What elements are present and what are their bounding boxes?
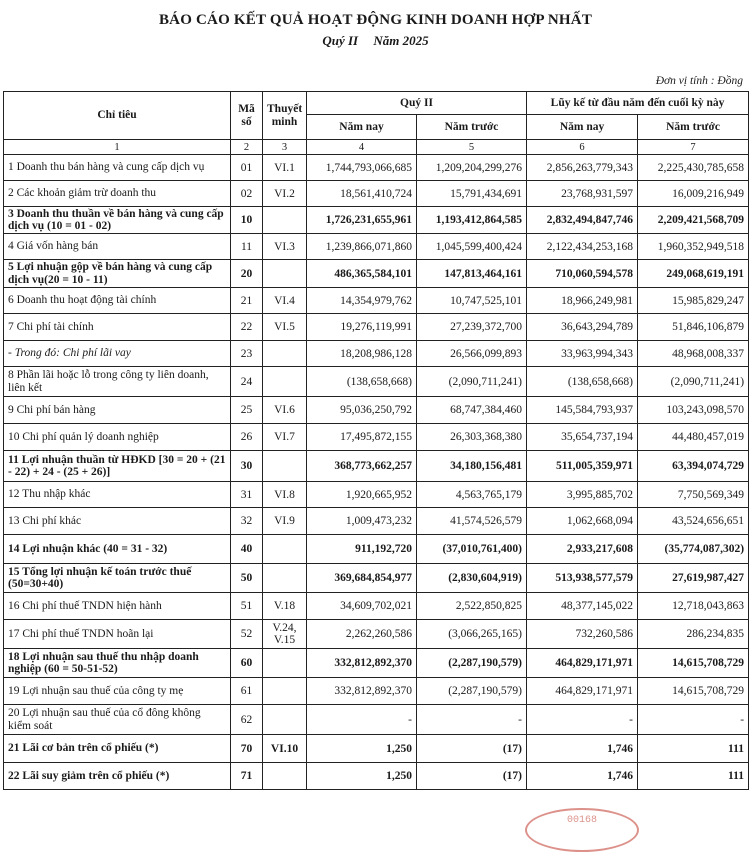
ytd-this-year-value: 2,832,494,847,746 [527,207,638,234]
ytd-last-year-value: - [638,705,749,735]
col-header-chi-tieu: Chỉ tiêu [4,92,231,140]
row-code: 21 [231,288,263,314]
quarter-this-year-value: 368,773,662,257 [307,451,417,482]
ytd-this-year-value: 464,829,171,971 [527,649,638,678]
quarter-this-year-value: 17,495,872,155 [307,424,417,451]
table-row [4,367,749,397]
col-header-quarter-last-year: Năm trước [417,115,527,140]
ytd-this-year-value: 48,377,145,022 [527,593,638,620]
row-code: 50 [231,564,263,593]
row-note [263,207,307,234]
quarter-this-year-value: 486,365,584,101 [307,260,417,288]
quarter-this-year-value: (138,658,668) [307,367,417,397]
ytd-this-year-value: 710,060,594,578 [527,260,638,288]
table-row [4,155,749,181]
quarter-last-year-value: 1,193,412,864,585 [417,207,527,234]
row-code: 31 [231,482,263,508]
quarter-this-year-value: 95,036,250,792 [307,397,417,424]
ytd-this-year-value: 511,005,359,971 [527,451,638,482]
col-header-ma-so: Mã số [231,92,263,140]
stamp-text: 00168 [566,815,597,826]
quarter-this-year-value: 2,262,260,586 [307,620,417,649]
quarter-this-year-value: 18,208,986,128 [307,341,417,367]
row-label: 18 Lợi nhuận sau thuế thu nhập doanh nghiệp (60 = 50-51-52) [4,649,231,678]
ytd-this-year-value: 145,584,793,937 [527,397,638,424]
ytd-last-year-value: 7,750,569,349 [638,482,749,508]
row-note: VI.8 [263,482,307,508]
quarter-last-year-value: (2,830,604,919) [417,564,527,593]
col-header-quarter: Quý II [307,92,527,115]
quarter-this-year-value: 1,009,473,232 [307,508,417,535]
table-row [4,705,749,735]
table-row [4,314,749,341]
col-number: 1 [4,140,231,155]
income-statement-table [3,91,749,790]
ytd-last-year-value: 14,615,708,729 [638,678,749,705]
row-note: VI.3 [263,234,307,260]
quarter-this-year-value: 1,250 [307,735,417,763]
row-note [263,341,307,367]
quarter-this-year-value: 332,812,892,370 [307,649,417,678]
ytd-this-year-value: 1,062,668,094 [527,508,638,535]
quarter-last-year-value: 26,303,368,380 [417,424,527,451]
ytd-this-year-value: 3,995,885,702 [527,482,638,508]
quarter-last-year-value: - [417,705,527,735]
row-label: 9 Chi phí bán hàng [4,397,231,424]
col-header-quarter-this-year: Năm nay [307,115,417,140]
row-label: 19 Lợi nhuận sau thuế của công ty mẹ [4,678,231,705]
col-header-ytd-this-year: Năm nay [527,115,638,140]
row-code: 32 [231,508,263,535]
ytd-last-year-value: 16,009,216,949 [638,181,749,207]
ytd-last-year-value: 63,394,074,729 [638,451,749,482]
ytd-last-year-value: 12,718,043,863 [638,593,749,620]
row-note [263,260,307,288]
quarter-last-year-value: 147,813,464,161 [417,260,527,288]
period-quarter: Quý II [322,33,359,48]
row-code: 25 [231,397,263,424]
row-note: V.24, V.15 [263,620,307,649]
row-code: 62 [231,705,263,735]
row-label: 7 Chi phí tài chính [4,314,231,341]
table-row [4,593,749,620]
ytd-this-year-value: 35,654,737,194 [527,424,638,451]
ytd-this-year-value: 2,933,217,608 [527,535,638,564]
row-label: 14 Lợi nhuận khác (40 = 31 - 32) [4,535,231,564]
row-label: - Trong đó: Chi phí lãi vay [4,341,231,367]
row-note: VI.7 [263,424,307,451]
ytd-last-year-value: 2,225,430,785,658 [638,155,749,181]
quarter-this-year-value: 1,239,866,071,860 [307,234,417,260]
row-code: 30 [231,451,263,482]
row-code: 01 [231,155,263,181]
quarter-this-year-value: 911,192,720 [307,535,417,564]
quarter-last-year-value: 15,791,434,691 [417,181,527,207]
ytd-this-year-value: 23,768,931,597 [527,181,638,207]
row-label: 11 Lợi nhuận thuần từ HĐKD [30 = 20 + (21 - 22) + 24 - (25 + 26)] [4,451,231,482]
quarter-this-year-value: 19,276,119,991 [307,314,417,341]
ytd-this-year-value: 1,746 [527,763,638,790]
quarter-last-year-value: 34,180,156,481 [417,451,527,482]
ytd-last-year-value: 103,243,098,570 [638,397,749,424]
ytd-last-year-value: 27,619,987,427 [638,564,749,593]
row-note: VI.9 [263,508,307,535]
row-note: VI.10 [263,735,307,763]
row-code: 20 [231,260,263,288]
quarter-last-year-value: (2,287,190,579) [417,649,527,678]
row-label: 15 Tổng lợi nhuận kế toán trước thuế (50=30+40) [4,564,231,593]
ytd-last-year-value: 14,615,708,729 [638,649,749,678]
ytd-last-year-value: 2,209,421,568,709 [638,207,749,234]
ytd-this-year-value: 464,829,171,971 [527,678,638,705]
quarter-this-year-value: 34,609,702,021 [307,593,417,620]
row-note [263,763,307,790]
quarter-this-year-value: 1,250 [307,763,417,790]
row-code: 22 [231,314,263,341]
row-code: 52 [231,620,263,649]
quarter-last-year-value: (17) [417,735,527,763]
ytd-last-year-value: 111 [638,735,749,763]
col-number: 6 [527,140,638,155]
table-row [4,482,749,508]
col-number: 7 [638,140,749,155]
col-number: 5 [417,140,527,155]
col-number: 3 [263,140,307,155]
ytd-last-year-value: 44,480,457,019 [638,424,749,451]
table-row [4,181,749,207]
ytd-this-year-value: 2,122,434,253,168 [527,234,638,260]
ytd-this-year-value: 18,966,249,981 [527,288,638,314]
row-code: 60 [231,649,263,678]
row-label: 5 Lợi nhuận gộp về bán hàng và cung cấp dịch vụ(20 = 10 - 11) [4,260,231,288]
row-note: V.18 [263,593,307,620]
table-row [4,451,749,482]
ytd-last-year-value: 286,234,835 [638,620,749,649]
table-row [4,260,749,288]
row-label: 22 Lãi suy giảm trên cổ phiếu (*) [4,763,231,790]
row-code: 02 [231,181,263,207]
row-code: 26 [231,424,263,451]
row-note [263,705,307,735]
row-label: 12 Thu nhập khác [4,482,231,508]
quarter-last-year-value: (37,010,761,400) [417,535,527,564]
table-row [4,341,749,367]
row-label: 2 Các khoản giảm trừ doanh thu [4,181,231,207]
quarter-this-year-value: 1,920,665,952 [307,482,417,508]
currency-unit: Đơn vị tính : Đồng [655,75,743,87]
col-number: 4 [307,140,417,155]
quarter-last-year-value: 1,209,204,299,276 [417,155,527,181]
row-label: 13 Chi phí khác [4,508,231,535]
ytd-this-year-value: (138,658,668) [527,367,638,397]
row-code: 51 [231,593,263,620]
row-label: 3 Doanh thu thuần về bán hàng và cung cấp dịch vụ (10 = 01 - 02) [4,207,231,234]
quarter-this-year-value: 1,744,793,066,685 [307,155,417,181]
ytd-last-year-value: (2,090,711,241) [638,367,749,397]
row-code: 10 [231,207,263,234]
ytd-last-year-value: 43,524,656,651 [638,508,749,535]
quarter-last-year-value: 68,747,384,460 [417,397,527,424]
row-label: 1 Doanh thu bán hàng và cung cấp dịch vụ [4,155,231,181]
row-label: 4 Giá vốn hàng bán [4,234,231,260]
table-row [4,207,749,234]
row-note: VI.5 [263,314,307,341]
col-header-ytd-last-year: Năm trước [638,115,749,140]
row-code: 40 [231,535,263,564]
col-header-ytd: Lũy kế từ đầu năm đến cuối kỳ này [527,92,749,115]
table-row [4,288,749,314]
ytd-this-year-value: 513,938,577,579 [527,564,638,593]
row-code: 61 [231,678,263,705]
row-code: 23 [231,341,263,367]
quarter-last-year-value: (17) [417,763,527,790]
ytd-this-year-value: 1,746 [527,735,638,763]
quarter-last-year-value: 26,566,099,893 [417,341,527,367]
row-label: 17 Chi phí thuế TNDN hoãn lại [4,620,231,649]
quarter-last-year-value: (2,287,190,579) [417,678,527,705]
table-row [4,763,749,790]
table-row [4,678,749,705]
row-note: VI.4 [263,288,307,314]
report-title: BÁO CÁO KẾT QUẢ HOẠT ĐỘNG KINH DOANH HỢP NHẤT [158,12,593,28]
ytd-this-year-value: 2,856,263,779,343 [527,155,638,181]
quarter-last-year-value: (2,090,711,241) [417,367,527,397]
ytd-this-year-value: 33,963,994,343 [527,341,638,367]
ytd-last-year-value: 249,068,619,191 [638,260,749,288]
ytd-last-year-value: 1,960,352,949,518 [638,234,749,260]
table-row [4,424,749,451]
ytd-this-year-value: 36,643,294,789 [527,314,638,341]
quarter-this-year-value: 14,354,979,762 [307,288,417,314]
ytd-last-year-value: 51,846,106,879 [638,314,749,341]
table-row [4,735,749,763]
row-label: 20 Lợi nhuận sau thuế của cổ đông không kiểm soát [4,705,231,735]
ytd-last-year-value: 48,968,008,337 [638,341,749,367]
company-stamp [525,808,639,852]
row-code: 70 [231,735,263,763]
row-label: 21 Lãi cơ bản trên cổ phiếu (*) [4,735,231,763]
col-number: 2 [231,140,263,155]
quarter-last-year-value: 2,522,850,825 [417,593,527,620]
row-note [263,564,307,593]
row-code: 24 [231,367,263,397]
row-note [263,535,307,564]
ytd-this-year-value: - [527,705,638,735]
row-note [263,451,307,482]
quarter-last-year-value: 4,563,765,179 [417,482,527,508]
quarter-this-year-value: - [307,705,417,735]
col-header-thuyet-minh: Thuyết minh [263,92,307,140]
quarter-this-year-value: 369,684,854,977 [307,564,417,593]
report-period [0,33,751,49]
ytd-this-year-value: 732,260,586 [527,620,638,649]
quarter-last-year-value: 41,574,526,579 [417,508,527,535]
row-note [263,678,307,705]
row-code: 71 [231,763,263,790]
row-label: 8 Phần lãi hoặc lỗ trong công ty liên doanh, liên kết [4,367,231,397]
table-row [4,564,749,593]
quarter-last-year-value: 1,045,599,400,424 [417,234,527,260]
table-row [4,620,749,649]
quarter-this-year-value: 332,812,892,370 [307,678,417,705]
quarter-last-year-value: 10,747,525,101 [417,288,527,314]
period-year: Năm 2025 [373,33,429,48]
row-note [263,649,307,678]
quarter-last-year-value: 27,239,372,700 [417,314,527,341]
table-row [4,234,749,260]
row-code: 11 [231,234,263,260]
table-row [4,508,749,535]
table-row [4,649,749,678]
table-row [4,397,749,424]
quarter-this-year-value: 18,561,410,724 [307,181,417,207]
ytd-last-year-value: 15,985,829,247 [638,288,749,314]
row-label: 16 Chi phí thuế TNDN hiện hành [4,593,231,620]
row-label: 6 Doanh thu hoạt động tài chính [4,288,231,314]
ytd-last-year-value: (35,774,087,302) [638,535,749,564]
row-note: VI.1 [263,155,307,181]
quarter-last-year-value: (3,066,265,165) [417,620,527,649]
row-note [263,367,307,397]
row-label: 10 Chi phí quản lý doanh nghiệp [4,424,231,451]
row-note: VI.6 [263,397,307,424]
quarter-this-year-value: 1,726,231,655,961 [307,207,417,234]
ytd-last-year-value: 111 [638,763,749,790]
row-note: VI.2 [263,181,307,207]
table-row [4,535,749,564]
